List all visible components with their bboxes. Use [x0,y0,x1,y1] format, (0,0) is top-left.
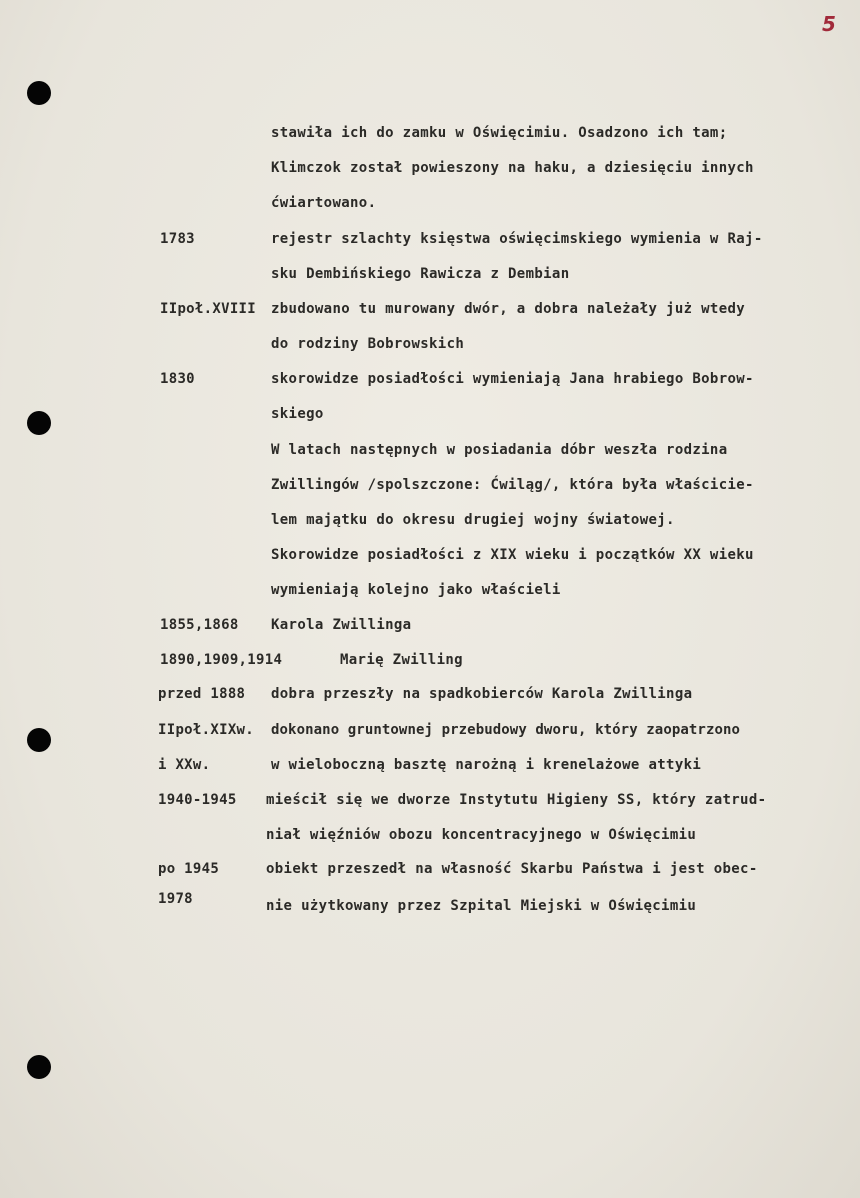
date-label: IIpoł.XIXw. [158,722,255,738]
text-line: dobra przeszły na spadkobierców Karola Zwillinga [271,686,693,702]
text-line: Zwillingów /spolszczone: Ćwiląg/, która była właściciе- [271,477,754,493]
text-line: skiego [271,406,324,422]
text-line: Karola Zwillinga [271,617,412,633]
date-label: 1940-1945 [158,792,237,808]
text-line: sku Dembińskiego Rawicza z Dembian [271,266,570,282]
text-line: lem majątku do okresu drugiej wojny światowej. [271,512,675,528]
date-label: po 1945 [158,861,220,877]
date-label: IIpoł.XVIII [160,301,257,317]
text-line: nie użytkowany przez Szpital Miejski w Oświęcimiu [266,898,697,914]
date-label: 1978 [158,891,193,907]
text-line: w wieloboczną basztę narożną i krenelażowe attyki [271,757,702,773]
text-line: Skorowidze posiadłości z XIX wieku i początków XX wieku [271,547,754,563]
text-line: skorowidze posiadłości wymieniają Jana hrabiego Bobrow- [271,371,754,387]
text-line: W latach następnych w posiadania dóbr weszła rodzina [271,442,728,458]
date-label: przed 1888 [158,686,246,702]
text-line: dokonano gruntownej przebudowy dworu, który zaopatrzono [271,722,741,738]
text-line: do rodziny Bobrowskich [271,336,465,352]
text-line: wymieniają kolejno jako właścieli [271,582,561,598]
date-label: 1890,1909,1914 [160,652,283,668]
text-line: mieścił się we dworze Instytutu Higieny SS, który zatrud- [266,792,767,808]
text-line: niał więźniów obozu koncentracyjnego w Oświęcimiu [266,827,697,843]
text-line: Klimczok został powieszony na haku, a dziesięciu innych [271,160,754,176]
punch-hole [27,728,51,752]
date-label: 1783 [160,231,195,247]
punch-hole [27,81,51,105]
date-label: i XXw. [158,757,211,773]
punch-hole [27,1055,51,1079]
text-line: Marię Zwilling [340,652,463,668]
punch-hole [27,411,51,435]
text-line: rejestr szlachty księstwa oświęcimskiego wymienia w Raj- [271,231,763,247]
date-label: 1830 [160,371,195,387]
text-line: stawiła ich do zamku w Oświęcimiu. Osadzono ich tam; [271,125,728,141]
text-line: obiekt przeszedł na własność Skarbu Państwa i jest obec- [266,861,758,877]
date-label: 1855,1868 [160,617,239,633]
text-line: ćwiartowano. [271,195,377,211]
text-line: zbudowano tu murowany dwór, a dobra należały już wtedy [271,301,746,317]
page-number: 5 [822,12,836,36]
